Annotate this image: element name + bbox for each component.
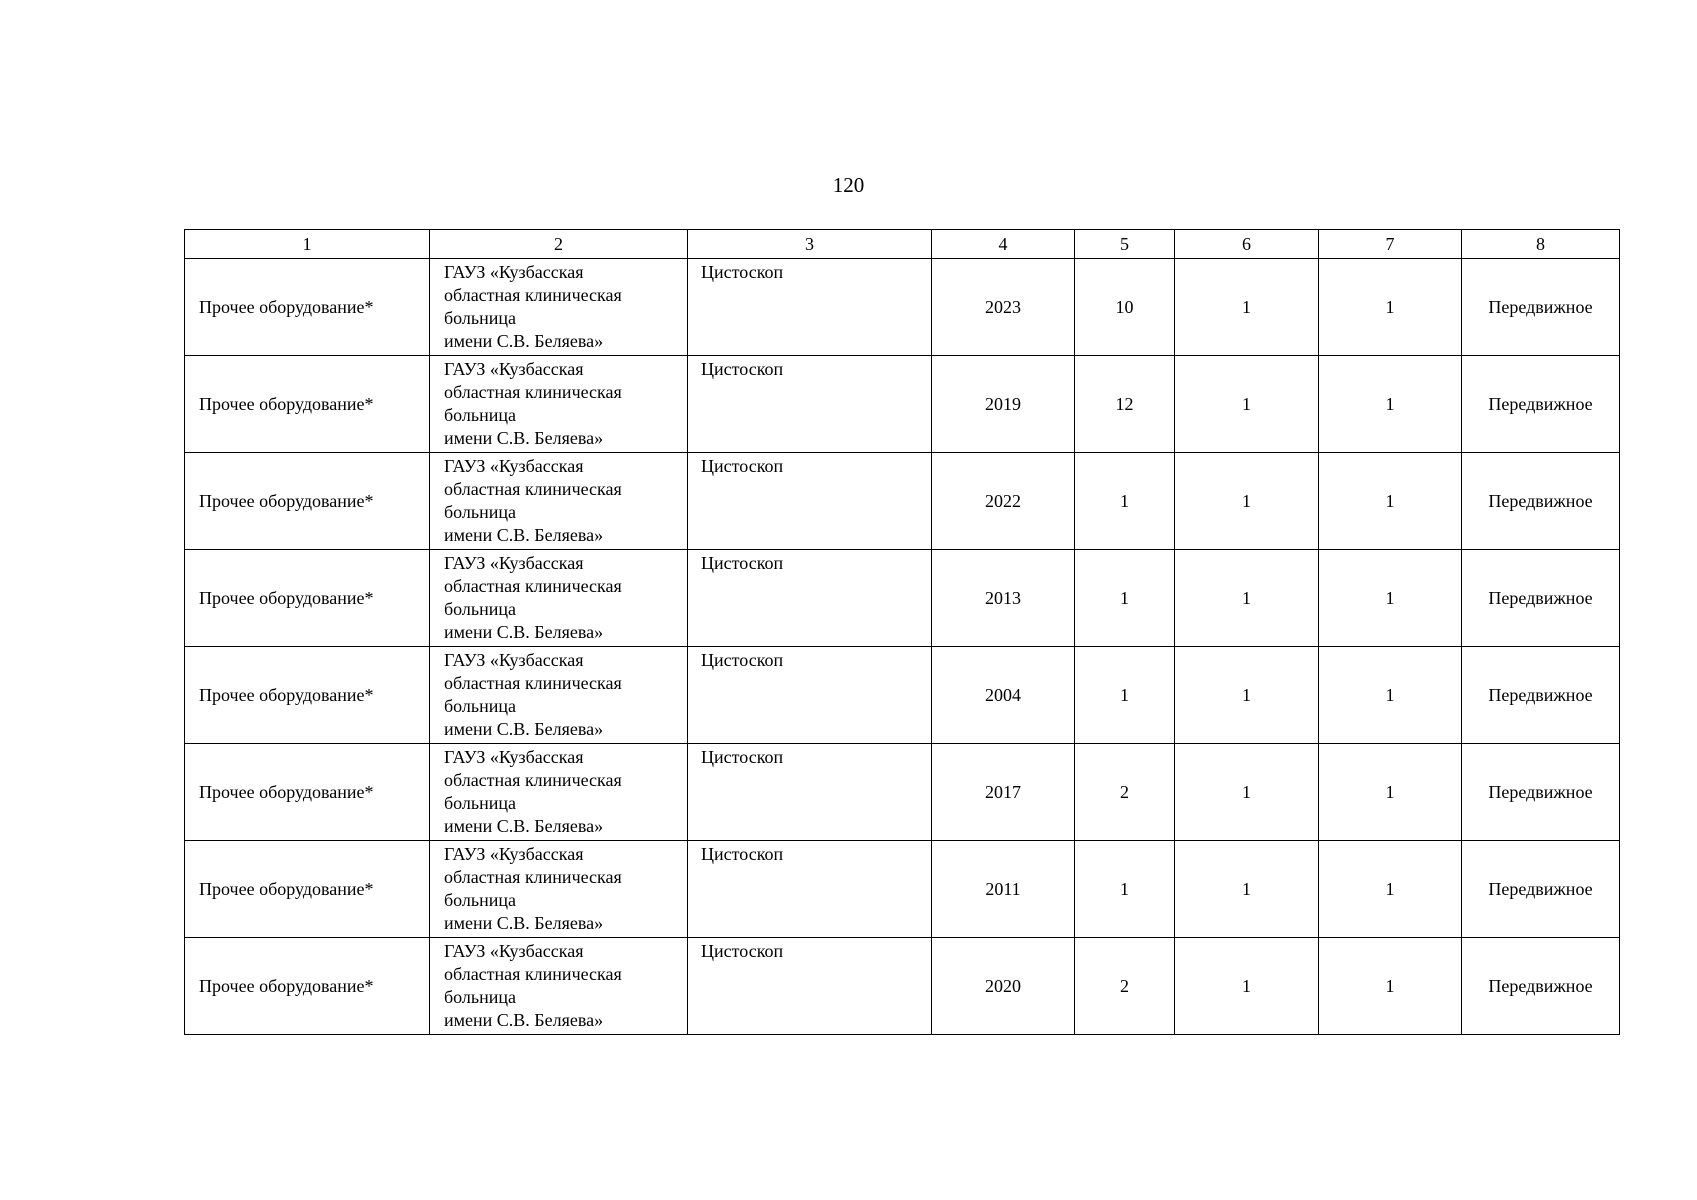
- table-row: [185, 259, 1620, 356]
- year-cell: 2022: [932, 453, 1075, 550]
- column-5-cell: 10: [1075, 259, 1175, 356]
- organization-line: ГАУЗ «Кузбасская: [444, 262, 584, 282]
- organization-line: ГАУЗ «Кузбасская: [444, 747, 584, 767]
- year-cell: 2020: [932, 938, 1075, 1035]
- mobility-cell: Передвижное: [1462, 453, 1620, 550]
- column-7-cell: 1: [1319, 841, 1462, 938]
- equipment-type-cell: Прочее оборудование*: [185, 550, 430, 647]
- year-cell: 2017: [932, 744, 1075, 841]
- column-header-1: 1: [185, 230, 430, 259]
- organization-line: больница: [444, 890, 516, 910]
- column-6-cell: 1: [1175, 647, 1319, 744]
- equipment-type-cell: Прочее оборудование*: [185, 647, 430, 744]
- equipment-table: [184, 229, 1620, 1035]
- organization-cell: [430, 550, 688, 647]
- column-5-cell: 1: [1075, 453, 1175, 550]
- column-6-cell: 1: [1175, 841, 1319, 938]
- column-7-cell: 1: [1319, 453, 1462, 550]
- year-cell: 2004: [932, 647, 1075, 744]
- column-header-5: 5: [1075, 230, 1175, 259]
- equipment-type-cell: Прочее оборудование*: [185, 938, 430, 1035]
- equipment-name-cell: Цистоскоп: [688, 744, 932, 841]
- column-header-2: 2: [430, 230, 688, 259]
- organization-line: больница: [444, 502, 516, 522]
- mobility-cell: Передвижное: [1462, 647, 1620, 744]
- year-cell: 2023: [932, 259, 1075, 356]
- table-row: [185, 453, 1620, 550]
- column-5-cell: 2: [1075, 744, 1175, 841]
- equipment-type-cell: Прочее оборудование*: [185, 356, 430, 453]
- mobility-cell: Передвижное: [1462, 356, 1620, 453]
- organization-line: больница: [444, 696, 516, 716]
- organization-line: имени С.В. Беляева»: [444, 913, 604, 933]
- mobility-cell: Передвижное: [1462, 938, 1620, 1035]
- organization-line: больница: [444, 599, 516, 619]
- mobility-cell: Передвижное: [1462, 841, 1620, 938]
- organization-line: ГАУЗ «Кузбасская: [444, 359, 584, 379]
- organization-line: областная клиническая: [444, 382, 622, 402]
- table-row: [185, 744, 1620, 841]
- column-5-cell: 1: [1075, 550, 1175, 647]
- column-7-cell: 1: [1319, 356, 1462, 453]
- column-6-cell: 1: [1175, 259, 1319, 356]
- year-cell: 2011: [932, 841, 1075, 938]
- organization-line: имени С.В. Беляева»: [444, 428, 604, 448]
- organization-cell: [430, 453, 688, 550]
- organization-line: областная клиническая: [444, 673, 622, 693]
- equipment-type-cell: Прочее оборудование*: [185, 744, 430, 841]
- organization-cell: [430, 841, 688, 938]
- organization-line: областная клиническая: [444, 479, 622, 499]
- column-6-cell: 1: [1175, 356, 1319, 453]
- year-cell: 2013: [932, 550, 1075, 647]
- organization-line: ГАУЗ «Кузбасская: [444, 553, 584, 573]
- equipment-type-cell: Прочее оборудование*: [185, 453, 430, 550]
- organization-line: ГАУЗ «Кузбасская: [444, 456, 584, 476]
- organization-line: областная клиническая: [444, 867, 622, 887]
- column-7-cell: 1: [1319, 647, 1462, 744]
- organization-line: больница: [444, 987, 516, 1007]
- equipment-name-cell: Цистоскоп: [688, 841, 932, 938]
- column-5-cell: 1: [1075, 647, 1175, 744]
- equipment-type-cell: Прочее оборудование*: [185, 259, 430, 356]
- organization-line: ГАУЗ «Кузбасская: [444, 844, 584, 864]
- table-row: [185, 938, 1620, 1035]
- organization-cell: [430, 938, 688, 1035]
- column-7-cell: 1: [1319, 938, 1462, 1035]
- equipment-name-cell: Цистоскоп: [688, 356, 932, 453]
- column-5-cell: 12: [1075, 356, 1175, 453]
- organization-cell: [430, 647, 688, 744]
- equipment-name-cell: Цистоскоп: [688, 550, 932, 647]
- column-header-7: 7: [1319, 230, 1462, 259]
- organization-line: имени С.В. Беляева»: [444, 1010, 604, 1030]
- column-5-cell: 1: [1075, 841, 1175, 938]
- organization-line: больница: [444, 308, 516, 328]
- table-row: [185, 647, 1620, 744]
- equipment-name-cell: Цистоскоп: [688, 647, 932, 744]
- organization-cell: [430, 356, 688, 453]
- column-7-cell: 1: [1319, 550, 1462, 647]
- column-6-cell: 1: [1175, 550, 1319, 647]
- column-6-cell: 1: [1175, 744, 1319, 841]
- mobility-cell: Передвижное: [1462, 744, 1620, 841]
- column-header-6: 6: [1175, 230, 1319, 259]
- organization-cell: [430, 259, 688, 356]
- organization-line: областная клиническая: [444, 964, 622, 984]
- column-6-cell: 1: [1175, 453, 1319, 550]
- organization-line: имени С.В. Беляева»: [444, 719, 604, 739]
- organization-cell: [430, 744, 688, 841]
- organization-line: имени С.В. Беляева»: [444, 525, 604, 545]
- column-header-8: 8: [1462, 230, 1620, 259]
- column-header-4: 4: [932, 230, 1075, 259]
- equipment-name-cell: Цистоскоп: [688, 453, 932, 550]
- organization-line: ГАУЗ «Кузбасская: [444, 941, 584, 961]
- organization-line: областная клиническая: [444, 576, 622, 596]
- organization-line: больница: [444, 793, 516, 813]
- table-row: [185, 356, 1620, 453]
- organization-line: больница: [444, 405, 516, 425]
- equipment-name-cell: Цистоскоп: [688, 938, 932, 1035]
- column-6-cell: 1: [1175, 938, 1319, 1035]
- mobility-cell: Передвижное: [1462, 259, 1620, 356]
- column-7-cell: 1: [1319, 744, 1462, 841]
- table-row: [185, 841, 1620, 938]
- header-row: [185, 230, 1620, 259]
- organization-line: имени С.В. Беляева»: [444, 816, 604, 836]
- year-cell: 2019: [932, 356, 1075, 453]
- organization-line: имени С.В. Беляева»: [444, 331, 604, 351]
- organization-line: областная клиническая: [444, 770, 622, 790]
- organization-line: имени С.В. Беляева»: [444, 622, 604, 642]
- organization-line: ГАУЗ «Кузбасская: [444, 650, 584, 670]
- column-7-cell: 1: [1319, 259, 1462, 356]
- equipment-type-cell: Прочее оборудование*: [185, 841, 430, 938]
- organization-line: областная клиническая: [444, 285, 622, 305]
- page-number: 120: [832, 173, 865, 197]
- equipment-name-cell: Цистоскоп: [688, 259, 932, 356]
- column-header-3: 3: [688, 230, 932, 259]
- table-row: [185, 550, 1620, 647]
- mobility-cell: Передвижное: [1462, 550, 1620, 647]
- column-5-cell: 2: [1075, 938, 1175, 1035]
